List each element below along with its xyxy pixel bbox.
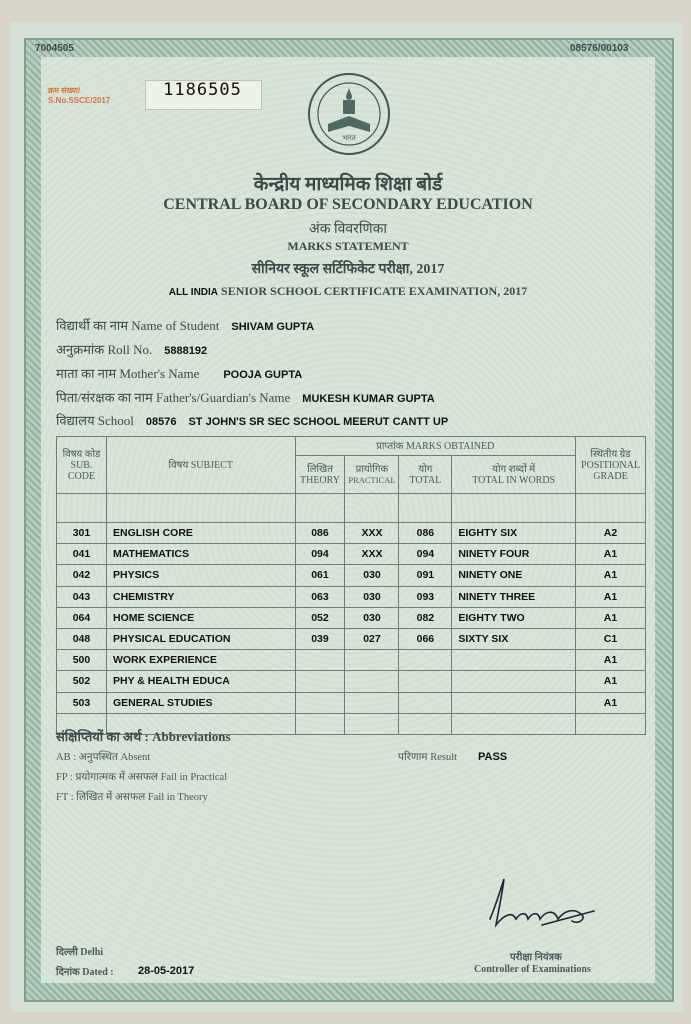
table-header-row — [57, 437, 646, 456]
cell-theory: 039 — [295, 628, 345, 649]
abbreviations-title: संक्षिप्तियों का अर्थ : Abbreviations — [56, 729, 231, 744]
cell-words — [452, 692, 576, 713]
cell-total — [399, 692, 452, 713]
header-marks-obtained: प्राप्तांक MARKS OBTAINED — [295, 437, 575, 456]
certificate-number: 1186505 — [163, 80, 242, 100]
cell-total — [399, 650, 452, 671]
table-spacer-row — [57, 494, 646, 523]
exam-name-english — [41, 284, 655, 299]
cell-practical: 027 — [345, 628, 399, 649]
header-total — [399, 456, 452, 494]
cell-grade: A2 — [576, 523, 646, 544]
table-row — [57, 671, 646, 692]
cell-practical — [345, 692, 399, 713]
table-row — [57, 628, 646, 649]
cell-words: NINETY THREE — [452, 586, 576, 607]
cell-subject: HOME SCIENCE — [106, 607, 295, 628]
header-words-hindi: योग शब्दों में — [492, 463, 536, 475]
cell-code: 042 — [57, 565, 107, 586]
controller-title-hindi: परीक्षा नियंत्रक — [510, 952, 562, 963]
student-name: SHIVAM GUPTA — [231, 321, 315, 333]
cell-code: 502 — [57, 671, 107, 692]
roll-number-label: अनुक्रमांक Roll No. — [56, 342, 153, 357]
mother-name-label: माता का नाम Mother's Name — [56, 366, 200, 381]
school-code: 08576 — [145, 416, 177, 428]
controller-signature — [482, 875, 602, 935]
dated-value: 28-05-2017 — [138, 965, 195, 977]
header-subject-code — [57, 437, 107, 494]
header-theory — [295, 456, 345, 494]
cell-theory — [295, 692, 345, 713]
header-theory-english: THEORY — [299, 474, 340, 486]
cell-words: SIXTY SIX — [452, 628, 576, 649]
header-total-english: TOTAL — [409, 474, 442, 486]
result-value: PASS — [478, 751, 508, 763]
student-name-label: विद्यार्थी का नाम Name of Student — [56, 318, 220, 333]
certificate-number-label: क्रम संख्या/ S.No.SSCE/2017 — [48, 86, 111, 105]
cell-words: NINETY ONE — [452, 565, 576, 586]
cell-total: 093 — [399, 586, 452, 607]
seal-text: भारत — [342, 134, 356, 142]
serial-number-left: 7004505 — [35, 43, 74, 54]
table-row — [57, 650, 646, 671]
cell-total: 082 — [399, 607, 452, 628]
cell-grade: A1 — [576, 671, 646, 692]
father-name-label: पिता/संरक्षक का नाम Father's/Guardian's Name — [56, 390, 291, 405]
table-row — [57, 565, 646, 586]
cell-practical: XXX — [345, 523, 399, 544]
board-name-english: CENTRAL BOARD OF SECONDARY EDUCATION — [163, 196, 533, 213]
header-practical — [345, 456, 399, 494]
cell-grade: A1 — [576, 692, 646, 713]
cell-code: 500 — [57, 650, 107, 671]
header-theory-hindi: लिखित — [307, 463, 333, 475]
cell-words: EIGHTY SIX — [452, 523, 576, 544]
father-name-row — [56, 388, 435, 407]
cell-code: 064 — [57, 607, 107, 628]
cell-subject: MATHEMATICS — [106, 544, 295, 565]
cell-theory: 052 — [295, 607, 345, 628]
cell-grade: A1 — [576, 565, 646, 586]
cell-total: 094 — [399, 544, 452, 565]
cell-subject: WORK EXPERIENCE — [106, 650, 295, 671]
cell-theory: 086 — [295, 523, 345, 544]
cell-practical: 030 — [345, 586, 399, 607]
statement-title-english: MARKS STATEMENT — [287, 239, 409, 253]
cell-words: NINETY FOUR — [452, 544, 576, 565]
cell-theory — [295, 671, 345, 692]
place: दिल्ली Delhi — [56, 947, 104, 958]
cell-theory — [295, 650, 345, 671]
cell-practical: 030 — [345, 607, 399, 628]
table-row — [57, 586, 646, 607]
table-row — [57, 692, 646, 713]
student-name-row — [56, 316, 314, 335]
exam-title: SENIOR SCHOOL CERTIFICATE EXAMINATION, 2017 — [221, 284, 528, 298]
cell-subject: PHYSICS — [106, 565, 295, 586]
cell-words: EIGHTY TWO — [452, 607, 576, 628]
marks-table — [56, 436, 646, 735]
cell-grade: C1 — [576, 628, 646, 649]
cell-subject: PHYSICAL EDUCATION — [106, 628, 295, 649]
cell-grade: A1 — [576, 650, 646, 671]
abbr-absent: AB : अनुपस्थित Absent — [56, 752, 151, 763]
mother-name: POOJA GUPTA — [223, 369, 303, 381]
serial-number-right: 08576/00103 — [570, 43, 629, 54]
cell-theory: 063 — [295, 586, 345, 607]
table-row — [57, 544, 646, 565]
header-practical-hindi: प्रायोगिक — [355, 463, 389, 475]
cbse-seal-logo — [306, 66, 392, 162]
result-label: परिणाम Result — [398, 752, 458, 763]
header-code-hindi: विषय कोड — [62, 448, 101, 460]
cell-words — [452, 671, 576, 692]
cell-code: 043 — [57, 586, 107, 607]
cell-grade: A1 — [576, 607, 646, 628]
father-name: MUKESH KUMAR GUPTA — [302, 393, 435, 405]
exam-prefix: ALL INDIA — [168, 287, 219, 298]
cell-total: 091 — [399, 565, 452, 586]
header-code-english: SUB. CODE — [67, 459, 96, 482]
header-grade-hindi: स्थितीय ग्रेड — [590, 448, 631, 460]
cell-practical: XXX — [345, 544, 399, 565]
cell-total — [399, 671, 452, 692]
header-grade-english: POSITIONAL GRADE — [581, 459, 640, 482]
cell-theory: 094 — [295, 544, 345, 565]
roll-number: 5888192 — [164, 345, 208, 357]
cell-code: 301 — [57, 523, 107, 544]
cell-subject: PHY & HEALTH EDUCA — [106, 671, 295, 692]
cell-practical — [345, 671, 399, 692]
school-label: विद्यालय School — [56, 413, 134, 428]
header-total-hindi: योग — [418, 463, 433, 475]
abbr-fail-practical: FP : प्रयोगात्मक में असफल Fail in Practical — [56, 772, 228, 783]
cell-subject: GENERAL STUDIES — [106, 692, 295, 713]
table-row — [57, 607, 646, 628]
header-subject: विषय SUBJECT — [106, 437, 295, 494]
header-words-english: TOTAL IN WORDS — [472, 474, 556, 486]
board-name-hindi: केन्द्रीय माध्यमिक शिक्षा बोर्ड — [253, 174, 443, 195]
cell-code: 048 — [57, 628, 107, 649]
header-practical-english: PRACTICAL — [348, 474, 396, 485]
cell-subject: ENGLISH CORE — [106, 523, 295, 544]
marks-body — [57, 523, 646, 714]
school-name: ST JOHN'S SR SEC SCHOOL MEERUT CANTT UP — [188, 416, 449, 428]
cell-code: 503 — [57, 692, 107, 713]
abbr-fail-theory: FT : लिखित में असफल Fail in Theory — [56, 792, 208, 803]
cell-practical — [345, 650, 399, 671]
controller-title-english: Controller of Examinations — [474, 964, 591, 975]
cell-words — [452, 650, 576, 671]
roll-number-row — [56, 340, 207, 359]
mother-name-row — [56, 364, 302, 383]
cell-grade: A1 — [576, 544, 646, 565]
exam-name-hindi: सीनियर स्कूल सर्टिफिकेट परीक्षा, 2017 — [251, 262, 445, 277]
cell-total: 086 — [399, 523, 452, 544]
cell-grade: A1 — [576, 586, 646, 607]
dated-label: दिनांक Dated : — [56, 967, 114, 978]
table-row — [57, 523, 646, 544]
cell-practical: 030 — [345, 565, 399, 586]
cell-theory: 061 — [295, 565, 345, 586]
statement-title-hindi: अंक विवरणिका — [309, 222, 387, 237]
cell-total: 066 — [399, 628, 452, 649]
cell-code: 041 — [57, 544, 107, 565]
cell-subject: CHEMISTRY — [106, 586, 295, 607]
header-total-words — [452, 456, 576, 494]
header-positional-grade — [576, 437, 646, 494]
school-row — [56, 411, 448, 430]
